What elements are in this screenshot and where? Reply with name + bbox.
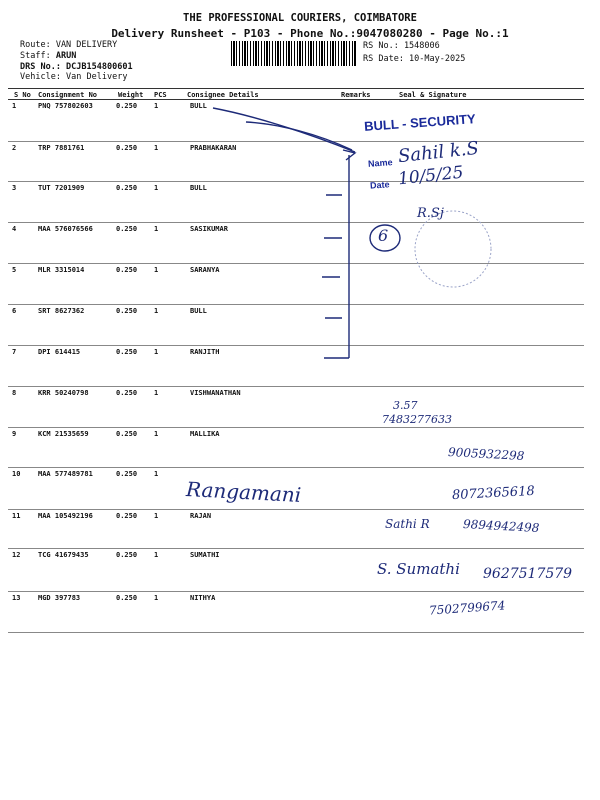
row-pcs: 1 [154, 184, 159, 192]
row-sno: 13 [12, 594, 21, 602]
seal-circle [415, 211, 491, 287]
row-consignment-no: KRR 50240798 [38, 389, 89, 397]
row-sno: 10 [12, 470, 21, 478]
row-sno: 1 [12, 102, 17, 110]
row-pcs: 1 [154, 102, 159, 110]
staff-value: ARUN [55, 51, 77, 61]
rs-date: RS Date: 10-May-2025 [363, 54, 466, 64]
row10-phone: 8072365618 [451, 483, 536, 504]
row-sno: 4 [12, 225, 17, 233]
row-weight: 0.250 [116, 389, 138, 397]
col-remarks: Remarks [341, 91, 371, 99]
row-consignee: BULL [190, 184, 207, 192]
runsheet-subtitle: Delivery Runsheet - P103 - Phone No.:9047080280 - Page No.:1 [111, 27, 509, 40]
row-consignee: NITHYA [190, 594, 216, 602]
row-pcs: 1 [154, 512, 159, 520]
row-pcs: 1 [154, 266, 159, 274]
col-pcs: PCS [154, 91, 167, 99]
col-consignee: Consignee Details [187, 91, 259, 99]
row-consignment-no: MAA 577489781 [38, 470, 93, 478]
row-consignment-no: PNQ 757802603 [38, 102, 93, 110]
row-pcs: 1 [154, 594, 159, 602]
row-weight: 0.250 [116, 307, 138, 315]
row-consignee: RAJAN [190, 512, 212, 520]
row-sno: 5 [12, 266, 17, 274]
row-sno: 11 [12, 512, 21, 520]
row-consignment-no: MAA 576076566 [38, 225, 93, 233]
security-stamp: BULL - SECURITY [363, 111, 477, 134]
company-title: THE PROFESSIONAL COURIERS, COIMBATORE [183, 12, 417, 24]
stamp-date-value: 10/5/25 [397, 162, 465, 190]
row-sno: 2 [12, 144, 17, 152]
col-weight: Weight [118, 91, 144, 99]
row8-note: 3.57 [393, 399, 418, 412]
row9-phone: 9005932298 [447, 445, 525, 463]
circled-count: 6 [378, 226, 389, 245]
stamp-date-label: Date [369, 179, 390, 191]
row11-signature: Sathi R [385, 517, 430, 531]
row-sno: 6 [12, 307, 17, 315]
row-weight: 0.250 [116, 470, 138, 478]
row-consignee: SARANYA [190, 266, 220, 274]
bracket-ticks [322, 195, 342, 318]
drs-number: DRS No.: DCJB154800601 [20, 62, 133, 72]
row-consignment-no: KCM 21535659 [38, 430, 89, 438]
row-consignment-no: MGD 397783 [38, 594, 81, 602]
row-pcs: 1 [154, 307, 159, 315]
rs-number: RS No.: 1548006 [363, 41, 440, 51]
row-weight: 0.250 [116, 225, 138, 233]
row-consignee: BULL [190, 307, 207, 315]
row-consignment-no: MAA 105492196 [38, 512, 93, 520]
row12-phone: 9627517579 [483, 566, 573, 582]
row-weight: 0.250 [116, 266, 138, 274]
row-consignment-no: TUT 7201909 [38, 184, 85, 192]
row-consignment-no: SRT 8627362 [38, 307, 85, 315]
row-weight: 0.250 [116, 144, 138, 152]
row-consignee: PRABHAKARAN [190, 144, 237, 152]
row-consignment-no: TCG 41679435 [38, 551, 89, 559]
stamp-name-label: Name [367, 157, 393, 169]
row-weight: 0.250 [116, 430, 138, 438]
row13-phone: 7502799674 [428, 598, 506, 618]
row-pcs: 1 [154, 470, 159, 478]
arrow-line-2 [246, 122, 352, 150]
row-consignee: BULL [190, 102, 207, 110]
row-pcs: 1 [154, 389, 159, 397]
row-weight: 0.250 [116, 348, 138, 356]
stamp-name-value: Sahil k.S [397, 137, 480, 168]
row-sno: 8 [12, 389, 17, 397]
row-weight: 0.250 [116, 594, 138, 602]
row-pcs: 1 [154, 144, 159, 152]
arrow-line-1 [213, 108, 355, 152]
row-pcs: 1 [154, 348, 159, 356]
col-seal-signature: Seal & Signature [399, 91, 467, 99]
row-weight: 0.250 [116, 102, 138, 110]
row-consignee: RANJITH [190, 348, 220, 356]
row12-signature: S. Sumathi [377, 560, 460, 578]
row-weight: 0.250 [116, 512, 138, 520]
row11-phone: 9894942498 [462, 517, 540, 535]
col-sno: S No [14, 91, 31, 99]
initials-signature: R.Sj [417, 206, 444, 221]
route-label: Route: VAN DELIVERY [20, 40, 118, 50]
row-weight: 0.250 [116, 184, 138, 192]
vehicle-label: Vehicle: Van Delivery [20, 72, 128, 82]
row-sno: 3 [12, 184, 17, 192]
staff-label: Staff: [20, 51, 51, 61]
row-consignee: SASIKUMAR [190, 225, 228, 233]
row-sno: 9 [12, 430, 17, 438]
row-consignee: VISHWANATHAN [190, 389, 241, 397]
row-consignee: SUMATHI [190, 551, 220, 559]
row-sno: 12 [12, 551, 21, 559]
row-consignment-no: MLR 3315014 [38, 266, 85, 274]
row-pcs: 1 [154, 225, 159, 233]
row-weight: 0.250 [116, 551, 138, 559]
col-consignment: Consignment No [38, 91, 98, 99]
row-pcs: 1 [154, 430, 159, 438]
row-consignment-no: TRP 7881761 [38, 144, 85, 152]
row-consignment-no: DPI 614415 [38, 348, 81, 356]
row10-name: Rangamani [185, 477, 302, 507]
row-pcs: 1 [154, 551, 159, 559]
row-consignee: MALLIKA [190, 430, 220, 438]
row-sno: 7 [12, 348, 17, 356]
row8-phone: 7483277633 [382, 413, 452, 426]
